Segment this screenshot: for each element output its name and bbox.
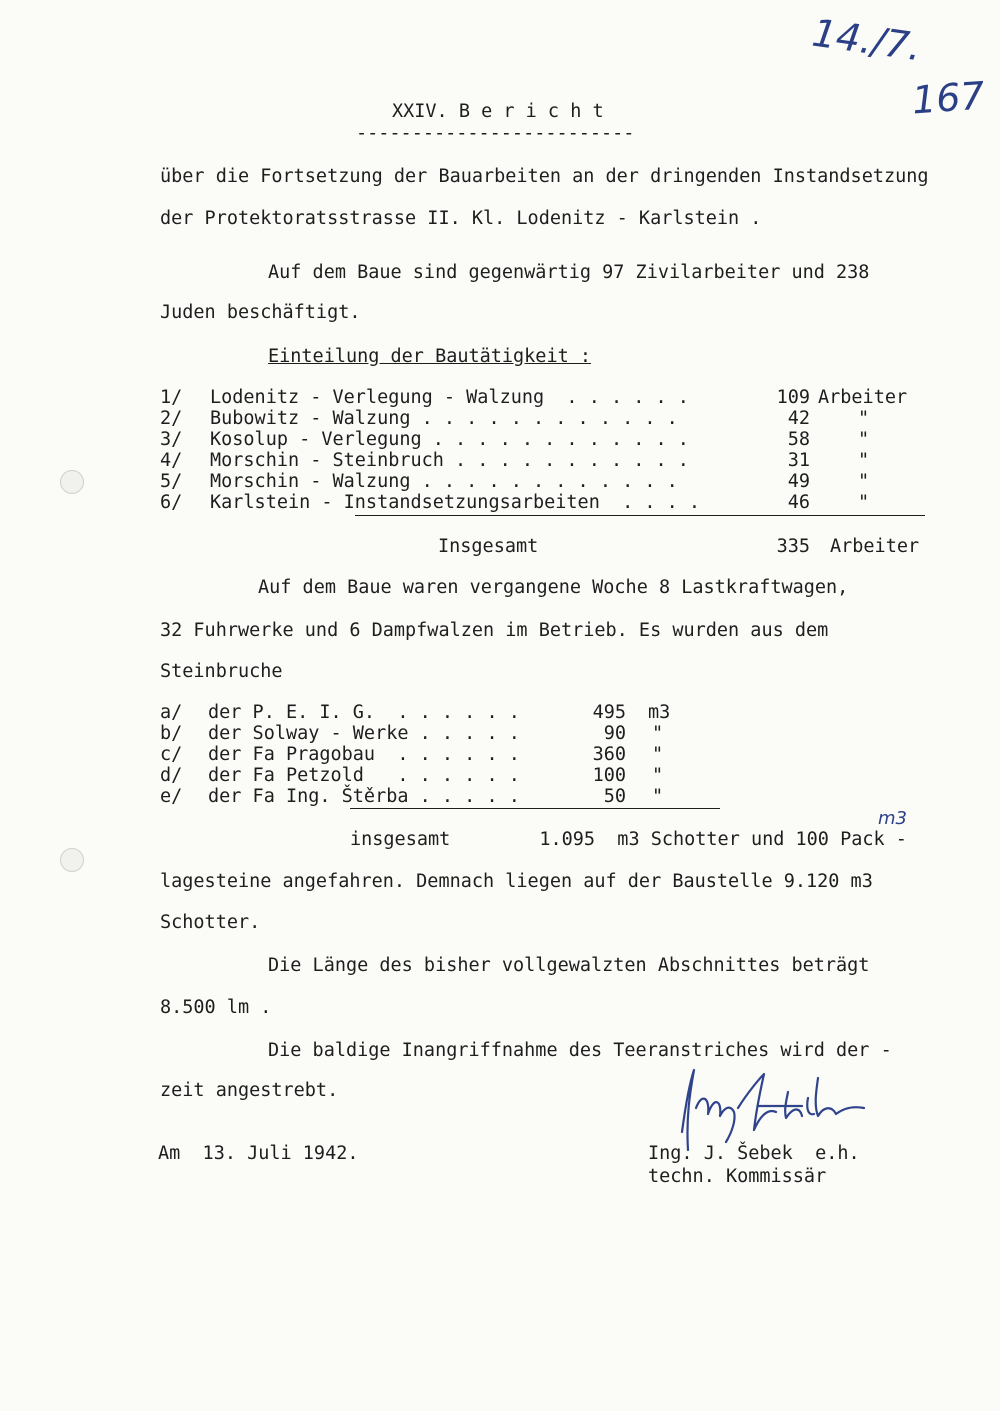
tar-paragraph-line-2: zeit angestrebt. xyxy=(160,1080,339,1101)
quarry-item-description: der Fa Petzold . . . . . . xyxy=(208,765,520,786)
work-item-description: Morschin - Walzung . . . . . . . . . . . . xyxy=(210,471,678,492)
title-dashes: ------------------------- xyxy=(356,123,635,144)
work-item-number: 3/ xyxy=(160,429,183,450)
work-item-number: 5/ xyxy=(160,471,183,492)
work-item-unit: " xyxy=(858,492,870,513)
length-paragraph-line-2: 8.500 lm . xyxy=(160,997,272,1018)
punch-hole-top xyxy=(60,470,84,494)
workers-paragraph-line-1: Auf dem Baue sind gegenwärtig 97 Zivilarbeiter und 238 xyxy=(268,262,870,283)
quarry-item-letter: a/ xyxy=(160,702,183,723)
work-item-number: 6/ xyxy=(160,492,183,513)
signatory-title: techn. Kommissär xyxy=(648,1166,827,1187)
work-item-description: Bubowitz - Walzung . . . . . . . . . . . . xyxy=(210,408,678,429)
work-item-number: 2/ xyxy=(160,408,183,429)
work-item-count: 109 xyxy=(776,387,810,408)
quarry-item-description: der P. E. I. G. . . . . . . xyxy=(208,702,520,723)
quarry-item-unit: " xyxy=(652,765,664,786)
vehicles-paragraph-line-3: Steinbruche xyxy=(160,661,283,682)
tar-paragraph-line-1: Die baldige Inangriffnahme des Teeranstriches wird der - xyxy=(268,1040,892,1061)
quarry-item-description: der Fa Pragobau . . . . . . xyxy=(208,744,520,765)
workers-paragraph-line-2: Juden beschäftigt. xyxy=(160,302,361,323)
quarry-item-quantity: 50 xyxy=(603,786,626,807)
work-item-unit: " xyxy=(858,471,870,492)
work-item-description: Lodenitz - Verlegung - Walzung . . . . . . xyxy=(210,387,689,408)
work-item-count: 49 xyxy=(787,471,810,492)
work-item-unit: " xyxy=(858,429,870,450)
quarry-item-letter: e/ xyxy=(160,786,183,807)
quarry-item-quantity: 90 xyxy=(603,723,626,744)
length-paragraph-line-1: Die Länge des bisher vollgewalzten Abschnittes beträgt xyxy=(268,955,870,976)
quarry-item-letter: c/ xyxy=(160,744,183,765)
work-item-count: 31 xyxy=(787,450,810,471)
quarry-item-description: der Solway - Werke . . . . . xyxy=(208,723,520,744)
quarry-item-unit: " xyxy=(652,744,664,765)
stock-paragraph-line-2: Schotter. xyxy=(160,912,261,933)
work-item-unit: " xyxy=(858,408,870,429)
work-total-label: Insgesamt xyxy=(438,536,539,557)
signatory-name: Ing. J. Šebek e.h. xyxy=(648,1143,860,1164)
punch-hole-bottom xyxy=(60,848,84,872)
work-total-count: 335 xyxy=(776,536,810,557)
work-item-count: 58 xyxy=(787,429,810,450)
date-line: Am 13. Juli 1942. xyxy=(158,1143,359,1164)
report-title: XXIV. B e r i c h t xyxy=(392,101,604,122)
vehicles-paragraph-line-1: Auf dem Baue waren vergangene Woche 8 Lastkraftwagen, xyxy=(258,577,849,598)
work-item-count: 42 xyxy=(787,408,810,429)
subtitle-line-2: der Protektoratsstrasse II. Kl. Lodenitz - Karlstein . xyxy=(160,208,762,229)
quarry-item-quantity: 100 xyxy=(592,765,626,786)
handwritten-unit-correction: m3 xyxy=(878,808,907,829)
handwritten-date-mark: 14./7. xyxy=(809,10,925,70)
stock-paragraph-line-1: lagesteine angefahren. Demnach liegen auf der Baustelle 9.120 m3 xyxy=(160,871,873,892)
handwritten-page-number: 167 xyxy=(910,73,986,123)
quarry-item-unit: " xyxy=(652,786,664,807)
work-item-unit: " xyxy=(858,450,870,471)
quarry-item-quantity: 360 xyxy=(592,744,626,765)
work-item-number: 1/ xyxy=(160,387,183,408)
vehicles-paragraph-line-2: 32 Fuhrwerke und 6 Dampfwalzen im Betrieb. Es wurden aus dem xyxy=(160,620,829,641)
quarry-item-letter: b/ xyxy=(160,723,183,744)
work-item-description: Morschin - Steinbruch . . . . . . . . . . . xyxy=(210,450,689,471)
work-item-description: Karlstein - Instandsetzungsarbeiten . . . . xyxy=(210,492,701,513)
work-item-count: 46 xyxy=(787,492,810,513)
quarry-item-unit: m3 xyxy=(648,702,671,723)
quarry-item-quantity: 495 xyxy=(592,702,626,723)
quarry-item-letter: d/ xyxy=(160,765,183,786)
section-heading: Einteilung der Bautätigkeit : xyxy=(268,346,592,367)
work-item-description: Kosolup - Verlegung . . . . . . . . . . . . xyxy=(210,429,689,450)
subtitle-line-1: über die Fortsetzung der Bauarbeiten an der dringenden Instandsetzung xyxy=(160,166,929,187)
work-list-total-rule xyxy=(355,515,925,516)
work-total-unit: Arbeiter xyxy=(830,536,920,557)
work-item-number: 4/ xyxy=(160,450,183,471)
quarry-total-line: insgesamt 1.095 m3 Schotter und 100 Pack - xyxy=(350,829,907,850)
quarry-list-total-rule xyxy=(350,808,720,809)
work-item-unit: Arbeiter xyxy=(818,387,908,408)
quarry-item-description: der Fa Ing. Štěrba . . . . . xyxy=(208,786,520,807)
quarry-item-unit: " xyxy=(652,723,664,744)
